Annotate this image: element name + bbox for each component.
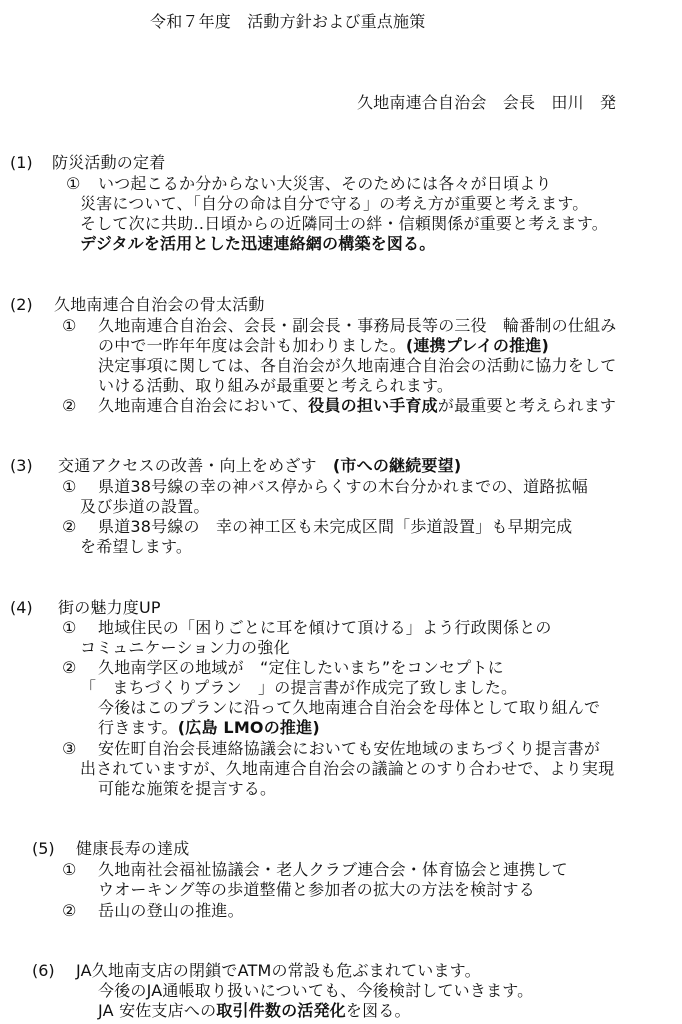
section-4-item-3-line-2: 出されていますが、久地南連合自治会の議論とのすり合わせで、より実現 [80,759,615,778]
section-1-item-1-line-3: そして次に共助‥日頃からの近隣同士の絆・信頼関係が重要と考えます。 [80,214,609,233]
section-3-item-1-line-1: 県道38号線の幸の神バス停からくすの木台分かれまでの、道路拡幅 [98,477,588,496]
section-5-item-2-line-1: 岳山の登山の推進。 [98,901,244,920]
section-4-item-3-line-3: 可能な施策を提言する。 [98,779,277,798]
section-2-number: (2) [10,295,33,314]
section-4-item-2-line-2: 「 まちづくりプラン 」の提言書が作成完了致しました。 [80,678,518,697]
section-4-item-2-marker: ② [62,658,77,677]
section-5-item-2-marker: ② [62,901,77,920]
section-2-item-1-line-1: 久地南連合自治会、会長・副会長・事務局長等の三役 輪番制の仕組み [98,316,617,335]
section-2-item-1-line-2-bold: (連携プレイの推進) [405,336,549,355]
section-2-item-1-line-4: いける活動、取り組みが最重要と考えられます。 [98,376,454,395]
section-3-number: (3) [10,456,33,475]
section-3-heading [58,456,461,476]
section-5-number: (5) [32,839,55,858]
section-6-line-3-part-1: JA 安佐支店への [98,1001,217,1020]
section-5-item-1-line-2: ウオーキング等の歩道整備と参加者の拡大の方法を検討する [98,880,535,899]
section-4-item-2-line-3: 今後はこのプランに沿って久地南連合自治会を母体として取り組んで [98,698,601,717]
section-6-line-1: JA久地南支店の閉鎖でATMの常設も危ぶまれています。 [76,961,481,980]
section-1-item-1-line-2: 災害について、「自分の命は自分で守る」の考え方が重要と考えます。 [80,194,589,213]
document-author: 久地南連合自治会 会長 田川 発 [357,93,617,112]
section-3-item-2-marker: ② [62,517,77,536]
section-2-item-2-bold: 役員の担い手育成 [308,396,438,415]
section-6-number: (6) [32,961,55,980]
section-2-item-2-line-1 [98,396,616,416]
section-2-item-1-line-3: 決定事項に関しては、各自治会が久地南連合自治会の活動に協力をして [98,356,617,375]
section-6-line-2: 今後のJA通帳取り扱いについても、今後検討していきます。 [98,981,534,1000]
section-4-item-2-line-4-text: 行きます。 [98,718,178,737]
section-2-item-2-part-2: が最重要と考えられます [437,396,617,415]
section-2-item-1-marker: ① [62,316,77,335]
section-5-item-1-marker: ① [62,860,77,879]
section-2-item-1-line-2-text: の中で一昨年年度は会計も加わりました。 [98,336,406,355]
section-2-item-2-part-1: 久地南連合自治会において、 [98,396,309,415]
section-4-heading: 街の魅力度UP [58,598,161,617]
section-4-item-3-marker: ③ [62,739,77,758]
section-6-line-3-part-2: を図る。 [345,1001,411,1020]
section-6-line-3 [98,1001,411,1021]
section-3-item-1-line-2: 及び歩道の設置。 [80,497,210,516]
section-4-item-2-line-4-bold: (広島 LMOの推進) [177,718,320,737]
section-1-item-1-line-1: いつ起こるか分からない大災害、そのためには各々が日頃より [98,174,552,193]
section-6-line-3-bold: 取引件数の活発化 [216,1001,346,1020]
section-5-item-1-line-1: 久地南社会福祉協議会・老人クラブ連合会・体育協会と連携して [98,860,568,879]
section-1-item-1-line-4-text: デジタルを活用とした迅速連絡網の構築を図る。 [80,234,436,253]
section-4-number: (4) [10,598,33,617]
section-3-heading-text: 交通アクセスの改善・向上をめざす [58,456,333,475]
section-4-item-1-line-1: 地域住民の「困りごとに耳を傾けて頂ける」よう行政関係との [98,618,552,637]
section-1-number: (1) [10,153,33,172]
section-1-heading: 防災活動の定着 [52,153,166,172]
section-1-item-1-line-4 [80,234,435,254]
section-3-item-1-marker: ① [62,477,77,496]
section-4-item-3-line-1: 安佐町自治会長連絡協議会においても安佐地域のまちづくり提言書が [98,739,601,758]
section-5-heading: 健康長寿の達成 [76,839,190,858]
section-2-heading: 久地南連合自治会の骨太活動 [54,295,265,314]
section-1-item-1-marker: ① [66,174,81,193]
section-4-item-2-line-4 [98,718,320,738]
document-title: 令和７年度 活動方針および重点施策 [150,12,426,31]
section-4-item-1-marker: ① [62,618,77,637]
section-4-item-2-line-1: 久地南学区の地域が “定住したいまち”をコンセプトに [98,658,504,677]
section-2-item-1-line-2 [98,336,549,356]
section-3-item-2-line-1: 県道38号線の 幸の神工区も未完成区間「歩道設置」も早期完成 [98,517,573,536]
section-3-heading-bold: (市への継続要望) [332,456,462,475]
section-3-item-2-line-2: を希望します。 [80,537,193,556]
section-2-item-2-marker: ② [62,396,77,415]
section-4-item-1-line-2: コミュニケーション力の強化 [80,638,290,657]
